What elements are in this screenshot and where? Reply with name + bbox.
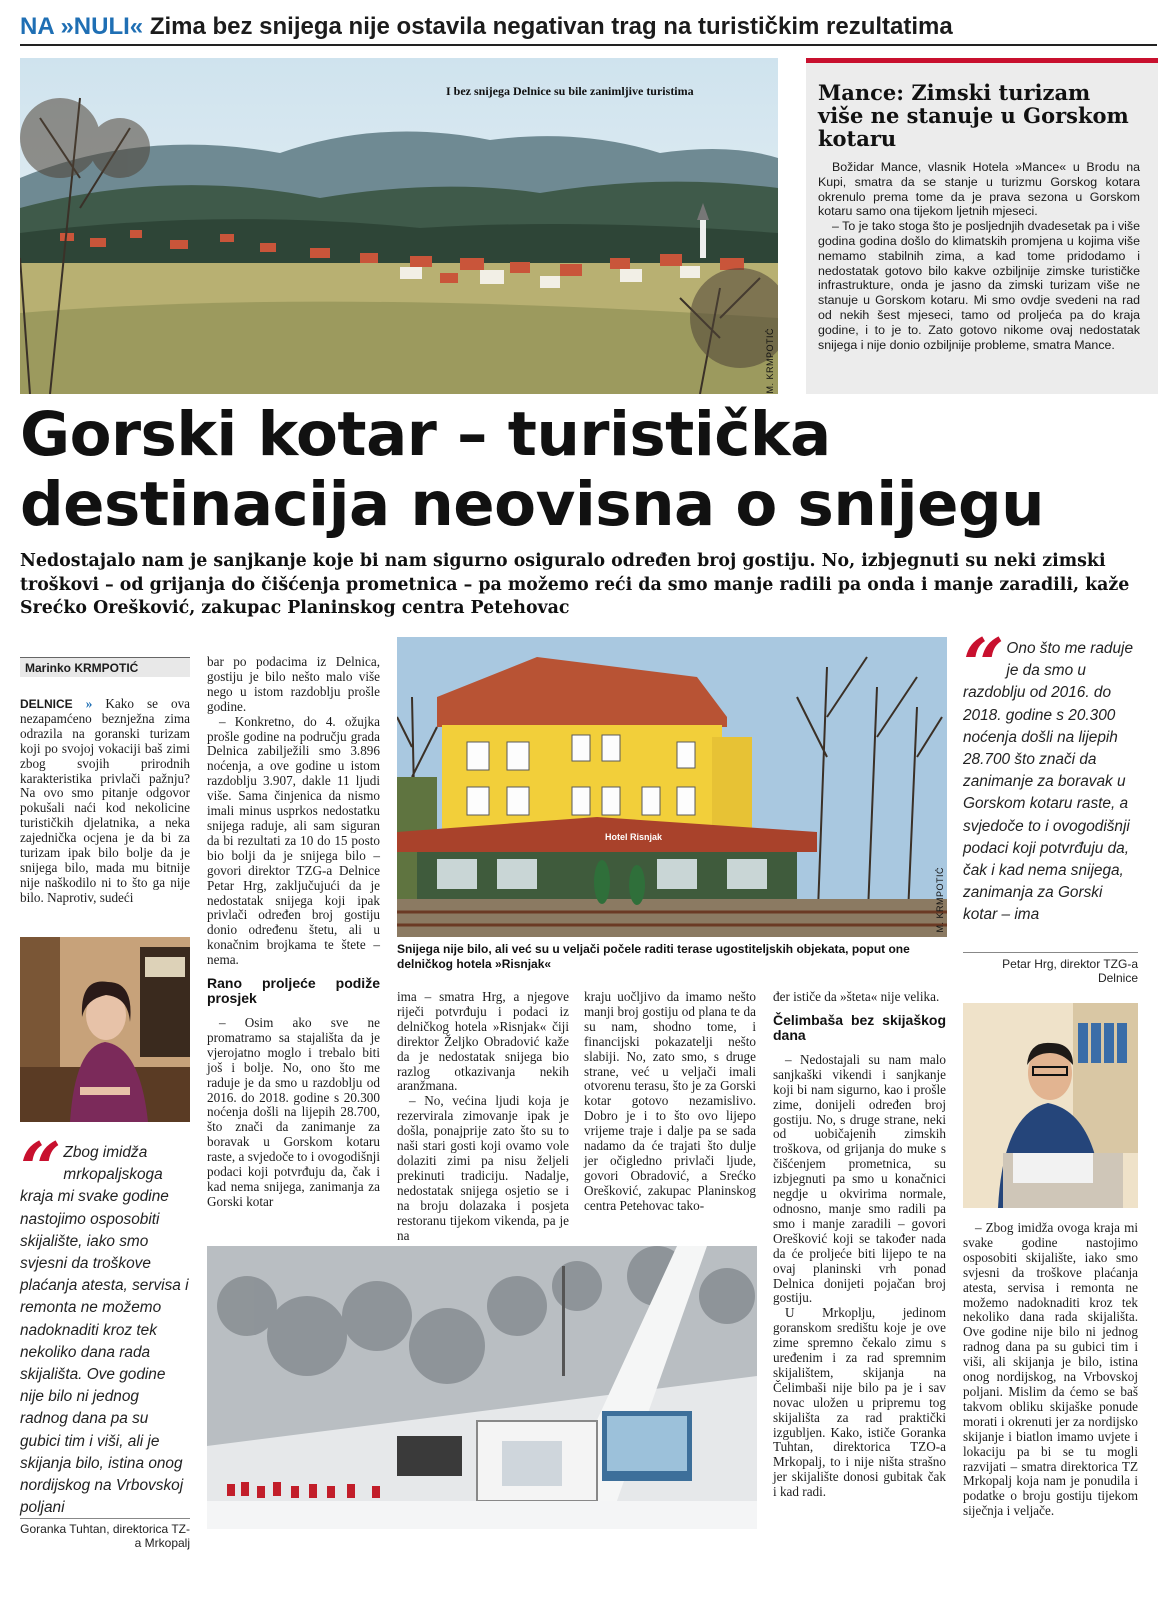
article-column-1	[20, 697, 190, 906]
top-photo-caption: I bez snijega Delnice su bile zanimljive turistima	[446, 84, 694, 98]
sidebar-mance	[806, 58, 1158, 394]
sidebar-paragraph: Božidar Mance, vlasnik Hotela »Mance« u Brodu na Kupi, smatra da se stanje u turizmu Gorskog kotara okrenulo prema tome da je prava sezona u Gorskom kotaru samo ona tijekom ljetnih mjeseci.	[818, 160, 1140, 219]
body-text: – Nedostajali su nam malo sanjkaški vikendi i sanjkanje koji bi nam sigurno, kao i prošle zime, donijeli određen broj gostiju. No, s druge strane, neki od uobičajenih zimskih troškova, od grijanja do muke s čišćenjem prometnica, su izbjegnuti pa smo u konačnici negdje u okvirima normale, odnosno, manje smo radili pa smo i manje zaradili – govori Orešković koji se također nada da će proljeće biti lijepo te na ovaj planinski vrh ponad Delnica donijeti pojačan broj gostiju.	[773, 1051, 946, 1306]
hotel-risnjak-photo	[397, 637, 947, 937]
portrait-goranka-tuhtan	[20, 937, 190, 1122]
kicker-bar	[20, 10, 1157, 46]
body-text: Kako se ova nezapamćeno beznježna zima odrazila na goranski turizam koji po svojoj vokaciji baš zimi zbog svojih prirodnih karakteristika privlači pažnju? Na ovo smo pitanje odgovor pokušali naći kod nekolicine turističkih djelatnika, a neka zajednička ocjena je da bi za turizam ipak bilo bolje da je snijega bilo, mada mu bitnije nije naškodilo ni to što ga nije bilo. Naprotiv, sudeći	[20, 696, 191, 905]
portrait-petar-hrg	[963, 1003, 1138, 1208]
pull-quote-source: Goranka Tuhtan, direktorica TZ-a Mrkopalj	[20, 1522, 190, 1550]
kicker-title: Zima bez snijega nije ostavila negativan trag na turističkim rezultatima	[149, 13, 953, 40]
deck: Nedostajalo nam je sanjkanje koje bi nam sigurno osiguralo određen broj gostiju. No, izbjegnuti su neki zimski troškovi – od grijanja do čišćenja prometnica – pa možemo reći da smo manje radili pa onda i manje zaradili, kaže Srećko Orešković, zakupac Planinskog centra Petehovac	[20, 551, 1130, 619]
article-column-5	[773, 990, 946, 1500]
dateline-arrow: »	[85, 696, 93, 711]
top-photo-village	[20, 58, 778, 394]
sidebar-paragraph: – To je tako stoga što je posljednjih dvadesetak pa i više godina godina došlo do klimatskih promjena u kojima više nemamo stabilnih zima, a kad tome pridodamo i nedostatak gotovo bilo kakve ozbiljnije zimske turističke infrastrukture, onda je jasno da zimski turizam više ne stanuje u Gorskom kotaru. Mi smo ovdje svedeni na rad od nekih šest mjeseci, tamo od proljeća pa do kraja godine, i to je to. Zato gotovo nikome ovaj nedostatak snijega i nije donio ozbiljnije probleme, smatra Mance.	[818, 219, 1140, 352]
quote-mark-icon: “	[20, 1126, 56, 1211]
subhead: Čelimbaša bez skijaškog dana	[773, 1011, 946, 1043]
quote-divider	[20, 1518, 190, 1519]
pull-quote-right	[963, 622, 1138, 927]
article-column-6	[963, 1221, 1138, 1519]
hotel-photo-caption: Snijega nije bilo, ali već su u veljači počele raditi terase ugostiteljskih objekata, poput one delničkog hotela »Risnjak«	[397, 942, 910, 971]
subhead: Rano proljeće podiže prosjek	[207, 975, 380, 1007]
pull-quote-text: Ono što me raduje je da smo u razdoblju od 2016. do 2018. godine s 20.300 noćenja došli na lijepih 28.700 što znači da zanimanje za boravak u Gorskom kotaru raste, a svjedoče to i ovogodišnji podaci koji potvrđuju da, čak i kad nema snijega, zanimanja za Gorski kotar – ima	[963, 640, 1134, 924]
article-column-3	[397, 990, 569, 1243]
article-column-4	[584, 990, 756, 1214]
byline: Marinko KRMPOTIĆ	[20, 657, 190, 677]
body-text: – No, većina ljudi koja je rezervirala zimovanje ipak je došla, ponajprije zato što su to naši stari gosti koji ovamo vole dolaziti zimi pa nisu željeli prekinuti tradiciju. Nadalje, nedostatak snijega osjetio se i na broju dolazaka i posjeta restoranu tijekom vikenda, pa je na	[397, 1093, 569, 1243]
body-text: – Zbog imidža ovoga kraja mi svake godine nastojimo osposobiti skijalište, iako smo svjesni da troškove plaćanja atesta, servisa i remonta ne možemo nadoknaditi kroz tek nekoliko dana rada skijališta. Ove godine nije bilo ni jednog radnog dana pa su gubici tim i viši, ali skijanja je bilo, istina onog nordijskog, na Vrbovskoj poljani. Mislim da ćemo se baš takvom obliku skijaške ponude morati i okrenuti jer za nordijsko skijanje i biatlon imamo uvjete i lokaciju pa bi se tu mogli razvijati – smatra direktorica TZ Mrkopalj koja nam je ponudila i podatke o broju gostiju tijekom siječnja i veljače.	[963, 1220, 1138, 1519]
kicker-label: NA »NULI«	[20, 13, 144, 40]
pull-quote-text: Zbog imidža mrkopaljskoga kraja mi svake godine nastojimo osposobiti skijalište, iako smo svjesni da troškove plaćanja atesta, servisa i remonta ne možemo nadoknaditi kroz tek nekoliko dana rada skijališta. Ove godine nije bilo ni jednog radnog dana pa su gubici tim i viši, ali je skijanja bilo, istina onog nordijskog na Vrbovskoj poljani	[20, 1144, 189, 1517]
hotel-sign: Hotel Risnjak	[605, 832, 663, 842]
pull-quote-left	[20, 1126, 190, 1519]
body-text: kraju uočljivo da imamo nešto manji broj gostiju od plana te da su nam, shodno tome, i financijski pokazatelji nešto slabiji. No, zato smo, s druge strane, već u veljači imali otvorenu terasu, što je za Gorski kotar gotovo nezamislivo. Dobro je i to što ovo lijepo vrijeme traje i dalje pa se sada nadamo da će trajati što dulje jer očigledno privlači ljude, govori Obradović, a Srećko Orešković, zakupac Planinskog centra Petehovac tako-	[584, 989, 756, 1213]
pull-quote-source: Petar Hrg, direktor TZG-a Delnice	[1002, 957, 1138, 985]
body-text: ima – smatra Hrg, a njegove riječi potvrđuju i podaci iz delničkog hotela »Risnjak« čiji direktor Željko Obradović kaže da je nedostatak snijega bio razlog otkazivanja nekih aranžmana.	[397, 989, 569, 1094]
headline-line-2: destinacija neovisna o snijegu	[20, 469, 1045, 540]
article-column-2	[207, 655, 380, 1210]
ski-slope-photo	[207, 1246, 757, 1529]
quote-divider	[963, 952, 1138, 953]
hotel-photo-credit: M. KRMPOTIĆ	[935, 867, 945, 933]
body-text: – Osim ako sve ne promatramo sa stajališta da je vjerojatno moglo i trebalo biti još i bolje. No, ono što me raduje je da smo u razdoblju od 2016. do 2018. godine s 20.300 noćenja došli na lijepih 28.700, što znači da zanimanje za boravak u Gorskom kotaru raste, a svjedoče to i ovogodišnji podaci koji potvrđuju da, čak i kad nema snijega, zanimanja za Gorski kotar	[207, 1015, 380, 1209]
top-photo-credit: M. KRMPOTIĆ	[765, 328, 775, 394]
headline	[20, 400, 1160, 540]
dateline: DELNICE	[20, 697, 73, 711]
sidebar-title: Mance: Zimski turizam više ne stanuje u Gorskom kotaru	[818, 80, 1129, 151]
body-text: đer ističe da »šteta« nije velika.	[773, 989, 940, 1004]
headline-line-1: Gorski kotar – turistička	[20, 399, 831, 470]
body-text: U Mrkoplju, jedinom goranskom središtu koje je ove zime spremno čekalo zimu s uređenim i za rad spremnim skijalištem, skijanja na Čelimbaši nije bilo pa je i sav novac uložen u pripremu tog skijališta za rad praktički izgubljen. Kako, ističe Goranka Tuhtan, direktorica TZO-a Mrkopalj, to i nije ništa strašno jer skijalište donosi gubitak čak i kad radi.	[773, 1305, 946, 1500]
quote-mark-icon: “	[963, 622, 999, 707]
body-text: – Konkretno, do 4. ožujka prošle godine na području grada Delnica zabilježili smo 3.896 noćenja, a ove godine u istom razdoblju 3.907, dakle 11 ljudi više. Sama činjenica da nismo imali minus usprkos nedostatku snijega raduje, ali sam siguran da bi rezultati za 10 do 15 posto bio bolji da je snijega bilo – govori direktor TZG-a Delnice Petar Hrg, zaključujući da je nedostatak snijega koji ipak privlači određen broj gostiju donio određenu štetu, ali u konačnim brojkama te štete – nema.	[207, 713, 380, 968]
body-text: bar po podacima iz Delnica, gostiju je bilo nešto malo više nego u istom razdoblju prošle godine.	[207, 654, 380, 714]
